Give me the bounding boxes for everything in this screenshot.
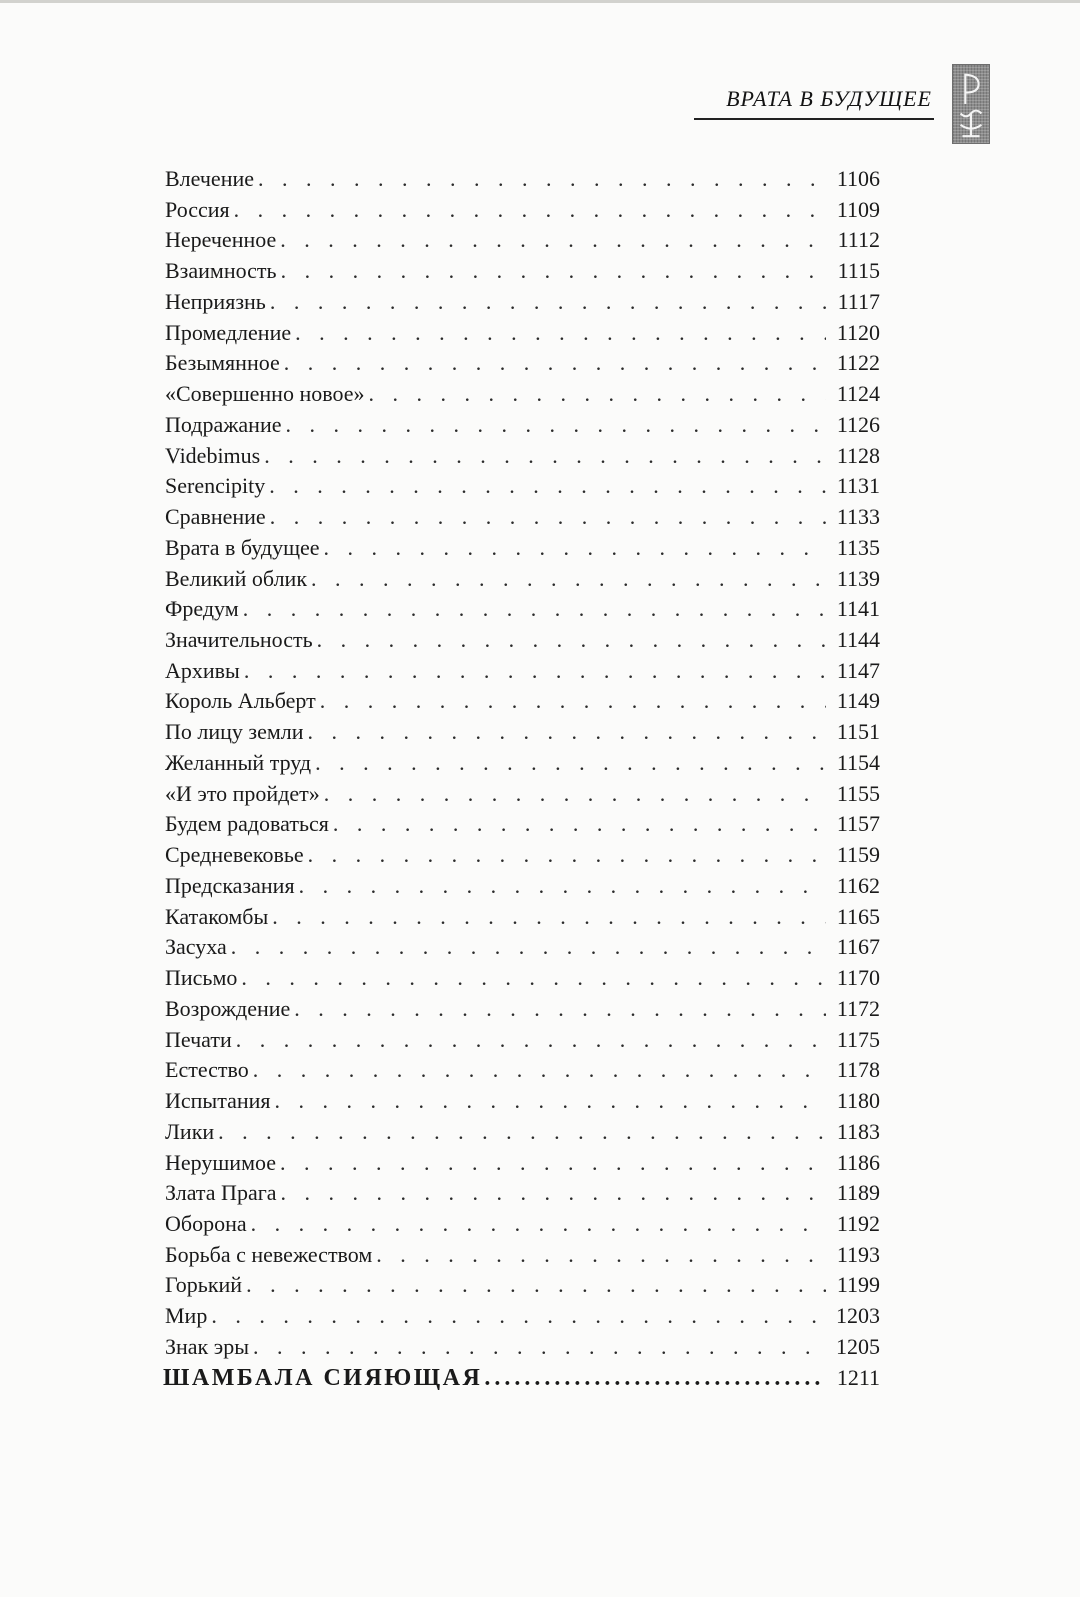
toc-entry[interactable]	[165, 594, 880, 625]
toc-entry-title: Лики	[165, 1118, 215, 1144]
toc-entry-page-number: 1120	[836, 319, 880, 345]
toc-entry[interactable]	[165, 1209, 880, 1240]
toc-entry-page-number: 1180	[836, 1088, 880, 1114]
toc-entry-title: Король Альберт	[165, 688, 316, 714]
toc-entry-title: «Совершенно новое»	[165, 381, 365, 407]
toc-entry[interactable]	[165, 748, 880, 779]
toc-entry-title: Будем радоваться	[165, 811, 329, 837]
dot-leader	[369, 379, 827, 410]
toc-entry-page-number: 1115	[837, 258, 880, 284]
toc-entry-page-number: 1175	[836, 1026, 880, 1052]
toc-entry-page-number: 1149	[836, 688, 880, 714]
toc-entry-title: Возрождение	[165, 995, 291, 1021]
toc-entry-title: Письмо	[165, 965, 238, 991]
toc-entry[interactable]	[165, 809, 880, 840]
toc-entry[interactable]	[165, 779, 880, 810]
toc-entry-page-number: 1128	[836, 442, 880, 468]
toc-entry-title: Средневековье	[165, 842, 304, 868]
toc-entry-page-number: 1189	[836, 1180, 880, 1206]
toc-entry-title: Промедление	[165, 319, 292, 345]
dot-leader	[286, 410, 827, 441]
toc-entry[interactable]	[165, 195, 880, 226]
toc-entry-title: Желанный труд	[165, 749, 312, 775]
rj-monogram-glyph	[953, 65, 989, 143]
dot-leader	[324, 533, 826, 564]
toc-entry-page-number: 1151	[836, 719, 880, 745]
dot-leader	[324, 779, 826, 810]
toc-entry-page-number: 1170	[836, 965, 880, 991]
toc-entry-page-number: 1141	[836, 596, 880, 622]
dot-leader	[211, 1301, 826, 1332]
toc-entry-page-number: 1139	[836, 565, 880, 591]
toc-entry-title: Нерушимое	[165, 1149, 277, 1175]
toc-entry[interactable]	[165, 471, 880, 502]
toc-entry-page-number: 1165	[836, 903, 880, 929]
toc-entry-title: Мир	[165, 1303, 208, 1329]
dot-leader	[320, 686, 826, 717]
toc-entry-title: Значительность	[165, 627, 313, 653]
toc-entry[interactable]	[165, 318, 880, 349]
dot-leader	[243, 594, 826, 625]
toc-entry-title: Фредум	[165, 596, 239, 622]
section-page-number: 1211	[836, 1365, 880, 1390]
toc-entry-page-number: 1193	[836, 1241, 880, 1267]
dot-leader	[264, 441, 826, 472]
dot-leader	[269, 471, 826, 502]
toc-entry-title: Врата в будущее	[165, 534, 320, 560]
dot-leader	[253, 1055, 826, 1086]
dot-leader	[253, 1332, 826, 1363]
dot-leader	[236, 1025, 826, 1056]
toc-entry-page-number: 1106	[836, 166, 880, 191]
toc-entry-title: Serencipity	[165, 473, 266, 499]
toc-entry[interactable]	[165, 686, 880, 717]
toc-entry-title: Взаимность	[165, 258, 277, 284]
toc-entry-page-number: 1117	[837, 288, 880, 314]
toc-entry[interactable]	[165, 410, 880, 441]
toc-entry[interactable]	[165, 1086, 880, 1117]
dot-leader	[234, 195, 826, 226]
toc-entry-title: Борьба с невежеством	[165, 1241, 373, 1267]
toc-entry-page-number: 1203	[836, 1303, 880, 1329]
toc-entry[interactable]	[165, 625, 880, 656]
toc-entry[interactable]	[165, 348, 880, 379]
dot-leader	[284, 348, 826, 379]
dot-leader	[244, 656, 826, 687]
toc-entry[interactable]	[165, 502, 880, 533]
dot-leader	[275, 1086, 826, 1117]
toc-entry[interactable]	[165, 932, 880, 963]
toc-entry-page-number: 1199	[836, 1272, 880, 1298]
toc-entry-page-number: 1162	[836, 872, 880, 898]
toc-entry-page-number: 1109	[836, 196, 880, 222]
toc-entry-title: Засуха	[165, 934, 227, 960]
toc-entry-title: По лицу земли	[165, 719, 304, 745]
toc-entry[interactable]	[165, 902, 880, 933]
toc-entry[interactable]	[165, 1332, 880, 1363]
top-edge-rule	[0, 0, 1080, 3]
toc-entry[interactable]	[165, 1270, 880, 1301]
toc-entry-title: Сравнение	[165, 504, 266, 530]
dot-leader	[294, 994, 826, 1025]
toc-entry[interactable]	[165, 287, 880, 318]
table-of-contents	[165, 164, 880, 1363]
toc-entry[interactable]	[165, 1240, 880, 1271]
dot-leader	[311, 564, 826, 595]
toc-entry[interactable]	[165, 1148, 880, 1179]
toc-entry-page-number: 1135	[836, 534, 880, 560]
toc-entry-page-number: 1112	[837, 227, 880, 253]
toc-entry-title: Испытания	[165, 1088, 271, 1114]
dot-leader	[484, 1362, 824, 1394]
toc-entry[interactable]	[165, 1055, 880, 1086]
running-head-title: ВРАТА В БУДУЩЕЕ	[726, 86, 932, 111]
dot-leader	[251, 1209, 826, 1240]
toc-entry[interactable]	[165, 256, 880, 287]
toc-entry-page-number: 1124	[836, 381, 880, 407]
toc-entry-title: Россия	[165, 196, 230, 222]
dot-leader	[281, 1178, 827, 1209]
toc-entry-page-number: 1183	[836, 1118, 880, 1144]
toc-entry-page-number: 1126	[836, 411, 880, 437]
dot-leader	[241, 963, 826, 994]
dot-leader	[317, 625, 826, 656]
toc-entry[interactable]	[165, 963, 880, 994]
toc-entry-page-number: 1147	[836, 657, 880, 683]
toc-entry-title: Влечение	[165, 166, 255, 191]
toc-entry[interactable]	[165, 379, 880, 410]
toc-entry-title: Горький	[165, 1272, 243, 1298]
toc-entry-page-number: 1157	[836, 811, 880, 837]
dot-leader	[295, 318, 826, 349]
toc-entry-title: Архивы	[165, 657, 240, 683]
toc-entry[interactable]	[165, 717, 880, 748]
toc-entry[interactable]	[165, 840, 880, 871]
dot-leader	[270, 502, 826, 533]
dot-leader	[272, 902, 826, 933]
toc-entry-page-number: 1122	[836, 350, 880, 376]
toc-entry[interactable]	[165, 871, 880, 902]
toc-entry-title: Безымянное	[165, 350, 280, 376]
toc-entry-title: Великий облик	[165, 565, 308, 591]
toc-entry-title: Предсказания	[165, 872, 295, 898]
toc-entry[interactable]	[165, 564, 880, 595]
dot-leader	[333, 809, 826, 840]
toc-entry-page-number: 1155	[836, 780, 880, 806]
toc-entry-title: Оборона	[165, 1210, 247, 1236]
toc-entry-title: Подражание	[165, 411, 282, 437]
toc-entry-page-number: 1178	[836, 1057, 880, 1083]
toc-section-entry[interactable]	[163, 1362, 880, 1394]
toc-entry-title: «И это пройдет»	[165, 780, 320, 806]
toc-entry-title: Знак эры	[165, 1333, 249, 1359]
toc-entry-title: Неприязнь	[165, 288, 266, 314]
running-head-underline	[694, 118, 934, 120]
dot-leader	[281, 256, 826, 287]
toc-entry-title: Нереченное	[165, 227, 277, 253]
dot-leader	[308, 840, 826, 871]
dot-leader	[315, 748, 826, 779]
dot-leader	[376, 1240, 826, 1271]
toc-entry[interactable]	[165, 164, 880, 195]
toc-entry[interactable]	[165, 656, 880, 687]
section-title: ШАМБАЛА СИЯЮЩАЯ	[163, 1365, 483, 1391]
toc-entry-page-number: 1154	[836, 749, 880, 775]
toc-entry-page-number: 1192	[836, 1210, 880, 1236]
toc-entry-page-number: 1186	[836, 1149, 880, 1175]
toc-entry[interactable]	[165, 441, 880, 472]
toc-entry-title: Печати	[165, 1026, 232, 1052]
toc-entry-title: Videbimus	[165, 442, 261, 468]
toc-entry[interactable]	[165, 1117, 880, 1148]
toc-entry-title: Злата Прага	[165, 1180, 277, 1206]
toc-entry-title: Катакомбы	[165, 903, 269, 929]
toc-entry[interactable]	[165, 1025, 880, 1056]
toc-entry-page-number: 1167	[836, 934, 880, 960]
dot-leader	[246, 1270, 826, 1301]
toc-entry-page-number: 1133	[836, 504, 880, 530]
toc-entry[interactable]	[165, 1178, 880, 1209]
toc-entry[interactable]	[165, 994, 880, 1025]
toc-entry[interactable]	[165, 533, 880, 564]
toc-entry[interactable]	[165, 1301, 880, 1332]
toc-entry-page-number: 1172	[836, 995, 880, 1021]
dot-leader	[218, 1117, 826, 1148]
toc-entry-page-number: 1144	[836, 627, 880, 653]
toc-entry-page-number: 1205	[836, 1333, 880, 1359]
dot-leader	[231, 932, 826, 963]
dot-leader	[258, 164, 826, 195]
dot-leader	[280, 225, 826, 256]
toc-entry-title: Естество	[165, 1057, 249, 1083]
dot-leader	[270, 287, 826, 318]
toc-entry-page-number: 1159	[836, 842, 880, 868]
dot-leader	[308, 717, 826, 748]
toc-entry-page-number: 1131	[836, 473, 880, 499]
dot-leader	[299, 871, 826, 902]
rj-monogram-icon	[952, 64, 990, 144]
dot-leader	[280, 1148, 826, 1179]
toc-entry[interactable]	[165, 225, 880, 256]
